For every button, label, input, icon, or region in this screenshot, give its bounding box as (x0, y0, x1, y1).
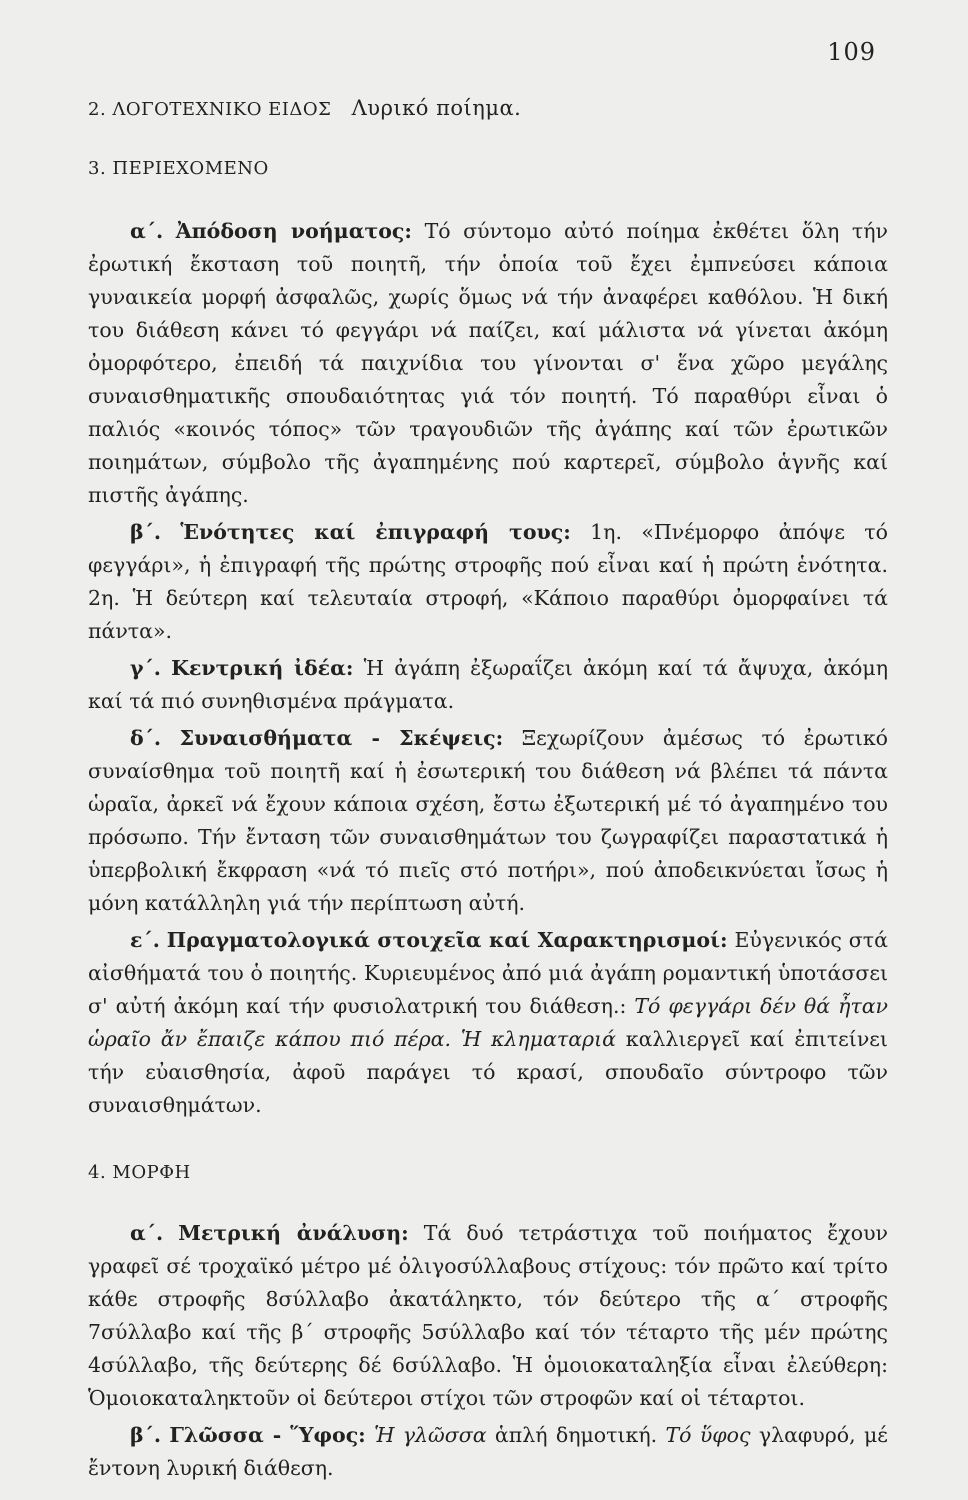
section-number: 3. (88, 158, 107, 179)
item-mark: β΄. (130, 1423, 162, 1447)
section-heading-genre (88, 92, 888, 126)
section-number: 4. (88, 1162, 107, 1183)
section-title: ΠΕΡΙΕΧΟΜΕΝΟ (112, 158, 269, 179)
paragraph-feelings (88, 722, 888, 920)
item-text: Ἡ ἀγάπη ἐξωραΐζει ἀκόμη καί τά ἄψυχα, ἀκόμη καί τά πιό συνηθισμένα πράγματα. (88, 656, 889, 713)
item-mark: α΄. (130, 1221, 164, 1245)
item-label: Συναισθήματα - Σκέψεις: (179, 726, 504, 750)
item-text: ἁπλή δημοτική. (494, 1423, 658, 1447)
item-text: γλαφυρό, μέ ἔντονη λυρική διάθεση. (88, 1423, 888, 1480)
item-text: Ξεχωρίζουν ἀμέσως τό ἐρωτικό συναίσθημα τοῦ ποιητῆ καί ἡ ἐσωτερική του διάθεση νά βλέπει τά πάντα ὡραῖα, ἀρκεῖ νά ἔχουν κάποια σχέση, ἔστω ἐξωτερική μέ τό ἀγαπημένο του πρόσωπο. Τήν ἔνταση τῶν συναισθημάτων του ζωγραφίζει παραστατικά ἡ ὑπερβολική ἔκφραση «νά τό πιεῖς στό ποτήρι», πού ἀποδεικνύεται ἴσως ἡ μόνη κατάλληλη γιά τήν περίπτωση αὐτή. (88, 726, 888, 915)
item-label: Πραγματολογικά στοιχεῖα καί Χαρακτηρισμοί: (166, 928, 728, 952)
section-heading-form (88, 1156, 888, 1189)
paragraph-language-style (88, 1419, 888, 1485)
paragraph-meaning (88, 215, 888, 512)
item-quote: Ἡ κληματαριά (460, 1027, 616, 1051)
paragraph-central-idea (88, 652, 888, 718)
item-mark: β΄. (130, 520, 162, 544)
page-number: 109 (827, 38, 876, 66)
item-quote: Τό φεγγάρι δέν θά ἦταν ὡραῖο ἄν ἔπαιζε κάπου πιό πέρα. (88, 994, 888, 1051)
item-label: Ἀπόδοση νοήματος: (175, 219, 412, 243)
item-label: Ἑνότητες καί ἐπιγραφή τους: (180, 520, 571, 544)
item-label: Μετρική ἀνάλυση: (178, 1221, 409, 1245)
item-quote: Τό ὕφος (665, 1423, 751, 1447)
paragraph-meter (88, 1217, 888, 1415)
item-label: Γλῶσσα - Ὕφος: (169, 1423, 366, 1447)
section-title: ΛΟΓΟΤΕΧΝΙΚΟ ΕΙΔΟΣ (112, 99, 332, 120)
item-text: Εὐγενικός στά αἰσθήματά του ὁ ποιητής. Κυριευμένος ἀπό μιά ἀγάπη ρομαντική ὑποτάσσει σ' αὐτή ἀκόμη καί τήν φυσιολατρική του διάθεση.: (88, 928, 888, 1018)
item-text: καλλιεργεῖ καί ἐπιτείνει τήν εὐαισθησία, ἀφοῦ παράγει τό κρασί, σπουδαῖο σύντροφο τῶν συναισθημάτων. (88, 1027, 888, 1117)
paragraph-characterizations (88, 924, 888, 1122)
item-text: 1η. «Πνέμορφο ἀπόψε τό φεγγάρι», ἡ ἐπιγραφή τῆς πρώτης στροφῆς πού εἶναι καί ἡ πρώτη ἑνότητα. 2η. Ἡ δεύτερη καί τελευταία στροφή, «Κάποιο παραθύρι ὀμορφαίνει τά πάντα». (88, 520, 888, 643)
item-mark: γ΄. (130, 656, 161, 680)
item-text: Τό σύντομο αὐτό ποίημα ἐκθέτει ὅλη τήν ἐρωτική ἔκσταση τοῦ ποιητῆ, τήν ὁποία τοῦ ἔχει ἐμπνεύσει κάποια γυναικεία μορφή ἀσφαλῶς, χωρίς ὅμως νά τήν ἀναφέρει καθόλου. Ἡ δική του διάθεση κάνει τό φεγγάρι νά παίζει, καί μάλιστα νά γίνεται ἀκόμη ὀμορφότερο, ἐπειδή τά παιχνίδια του γίνονται σ' ἕνα χῶρο μεγάλης συναισθηματικῆς σπουδαιότητας γιά τόν ποιητή. Τό παραθύρι εἶναι ὁ παλιός «κοινός τόπος» τῶν τραγουδιῶν τῆς ἀγάπης καί τῶν ἐρωτικῶν ποιημάτων, σύμβολο τῆς ἀγαπημένης πού καρτερεῖ, σύμβολο ἁγνῆς καί πιστῆς ἀγάπης. (88, 219, 888, 507)
item-text: Τά δυό τετράστιχα τοῦ ποιήματος ἔχουν γραφεῖ σέ τροχαϊκό μέτρο μέ ὀλιγοσύλλαβους στίχους: τόν πρῶτο καί τρίτο κάθε στροφῆς 8σύλλαβο ἀκατάληκτο, τόν δεύτερο τῆς α΄ στροφῆς 7σύλλαβο καί τῆς β΄ στροφῆς 5σύλλαβο καί τόν τέταρτο τῆς μέν πρώτης 4σύλλαβο, τῆς δεύτερης δέ 6σύλλαβο. Ἡ ὁμοιοκαταληξία εἶναι ἐλεύθερη: Ὁμοιοκαταληκτοῦν οἱ δεύτεροι στίχοι τῶν στροφῶν καί οἱ τέταρτοι. (88, 1221, 888, 1410)
paragraph-units (88, 516, 888, 648)
item-mark: ε΄. (130, 928, 160, 952)
section-number: 2. (88, 99, 107, 120)
genre-value: Λυρικό ποίημα. (351, 96, 522, 120)
section-heading-contents (88, 152, 888, 185)
page-content (88, 92, 888, 1489)
item-label: Κεντρική ἰδέα: (171, 656, 354, 680)
section-title: ΜΟΡΦΗ (112, 1162, 191, 1183)
item-mark: α΄. (130, 219, 164, 243)
item-mark: δ΄. (130, 726, 162, 750)
item-quote: Ἡ γλῶσσα (374, 1423, 487, 1447)
